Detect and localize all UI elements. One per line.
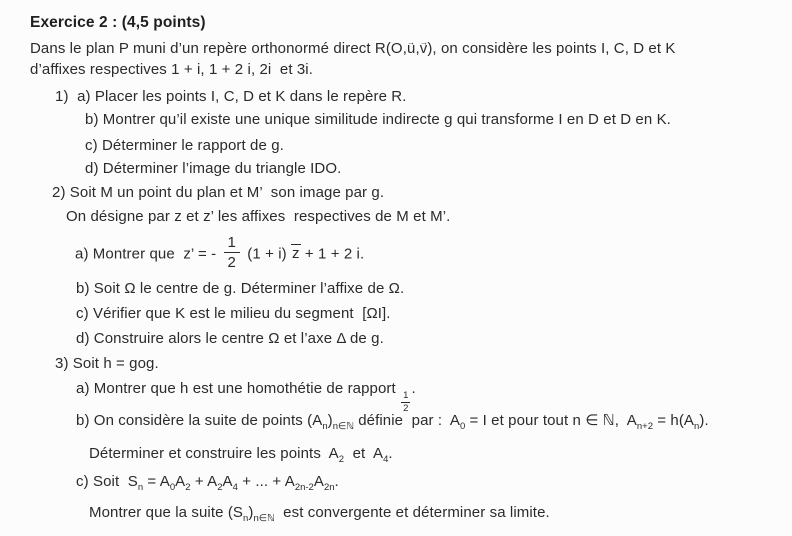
- question-2b: b) Soit Ω le centre de g. Déterminer l’affixe de Ω.: [76, 280, 405, 297]
- question-3c: c) Soit $S_n = A_0A_2 + A_2A_4$ + ... + $A_{2n-2}A_{2n}$.: [76, 473, 339, 493]
- question-1c: c) Déterminer le rapport de g.: [85, 137, 284, 154]
- vector-notation: → u: [407, 38, 415, 59]
- intro-line: Dans le plan P muni d’un repère orthonormé direct R(O,→ u,→ v), on considère les points I, C, D et K: [30, 38, 676, 59]
- question-3a: a) Montrer que h est une homothétie de rapport $\frac{1}{2}$ .: [76, 380, 416, 414]
- math-subscript: n: [137, 482, 144, 493]
- math-subscript: 0: [459, 421, 466, 432]
- math-fraction: [224, 235, 240, 270]
- question-1a: 1) a) Placer les points I, C, D et K dans le repère R.: [55, 88, 407, 105]
- vector-notation: → v: [420, 38, 428, 59]
- math-subscript: 2: [338, 454, 345, 465]
- math-subscript: n∈ℕ: [253, 513, 275, 524]
- question-1b: b) Montrer qu’il existe une unique similitude indirecte g qui transforme I en D et D en K.: [85, 111, 671, 128]
- math-subscript: 2n: [323, 482, 335, 493]
- fraction-numerator: 1: [403, 390, 409, 401]
- question-2a: a) Montrer que z’ = - $\frac{1}{2}$ (1 + i) z + 1 + 2 i.: [75, 234, 365, 271]
- fraction-denominator: 2: [403, 402, 409, 414]
- math-subscript: 2n-2: [294, 482, 314, 493]
- math-subscript: n+2: [636, 421, 653, 432]
- question-2-head: 2) Soit M un point du plan et M’ son image par g.: [52, 184, 385, 201]
- math-subscript: 4: [232, 482, 238, 493]
- conjugate-bar: z: [292, 245, 300, 263]
- question-2-intro: On désigne par z et z’ les affixes respectives de M et M’.: [66, 208, 451, 225]
- fraction-denominator: 2: [227, 254, 236, 271]
- math-subscript: n∈ℕ: [332, 421, 354, 432]
- question-3c-continuation: Montrer que la suite $(S_n)_{n\in ℕ}$ est convergente et déterminer sa limite.: [89, 504, 550, 524]
- question-3-head: 3) Soit h = gog.: [55, 355, 159, 372]
- question-2d: d) Construire alors le centre Ω et l’axe Δ de g.: [76, 330, 384, 347]
- math-subscript: n: [694, 421, 700, 432]
- math-subscript: 0: [169, 482, 176, 493]
- math-subscript: 2: [217, 482, 223, 493]
- math-subscript: 2: [185, 482, 191, 493]
- math-subscript: 4: [383, 454, 389, 465]
- question-3b-continuation: Déterminer et construire les points $A_2$ et $A_4$.: [89, 445, 393, 465]
- question-1d: d) Déterminer l’image du triangle IDO.: [85, 160, 342, 177]
- affixes-line: d’affixes respectives 1 + i, 1 + 2 i, 2i et 3i.: [30, 61, 314, 78]
- fraction-numerator: 1: [224, 235, 240, 253]
- question-2c: c) Vérifier que K est le milieu du segment [ΩI].: [76, 305, 391, 322]
- math-subscript: n: [243, 513, 249, 524]
- exercise-title: Exercice 2 : (4,5 points): [30, 14, 206, 31]
- question-3b: b) On considère la suite de points $(A_n)_{n\in ℕ}$ définie par : $A_0 = I$ et pour tout n ∈ ℕ, $A_{n+2} = h(A_n)$.: [76, 412, 709, 432]
- math-subscript: n: [322, 421, 328, 432]
